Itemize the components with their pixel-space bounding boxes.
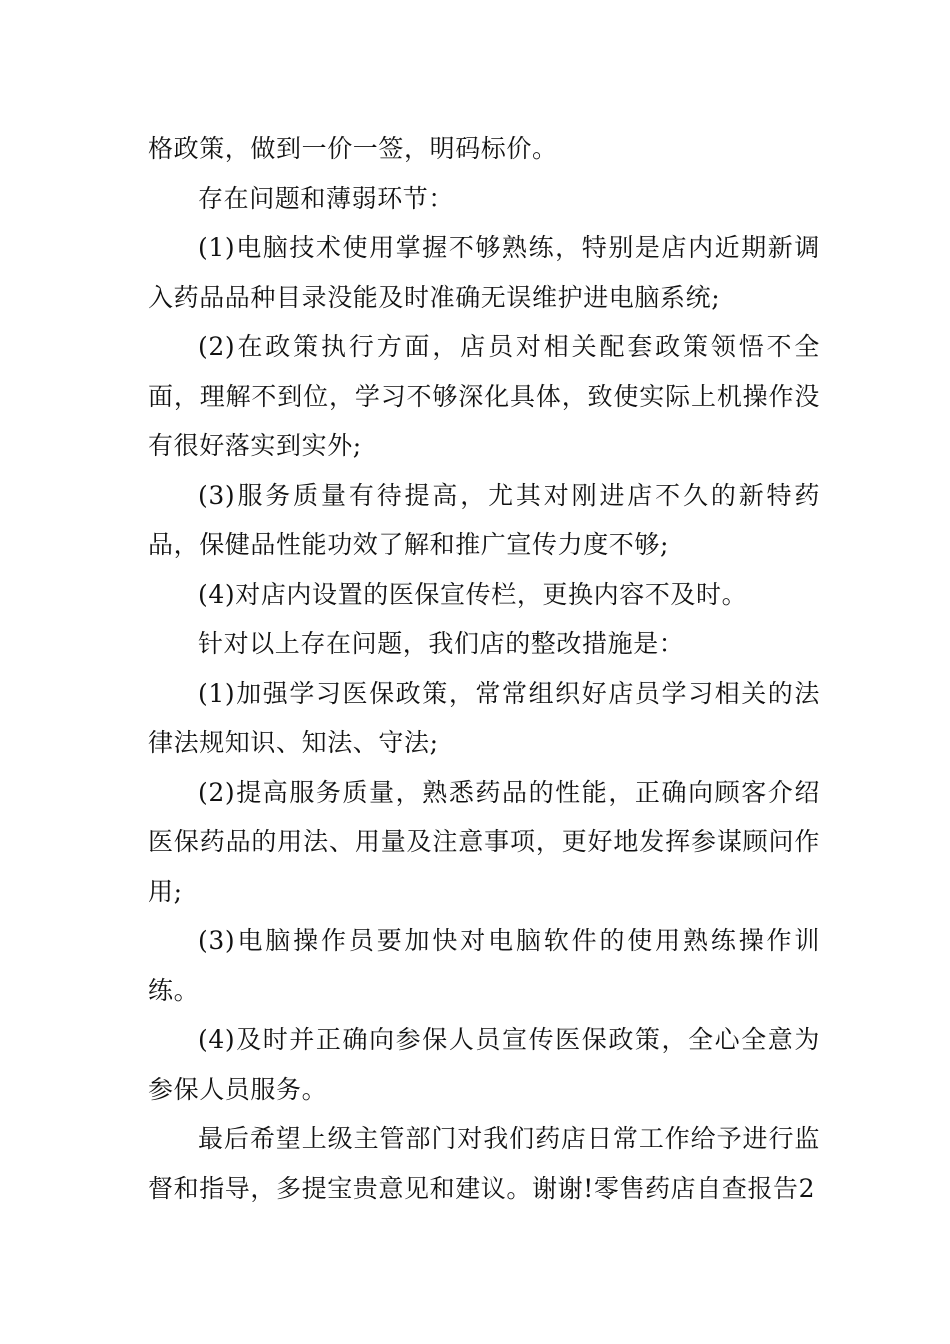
paragraph-9: (2)提高服务质量，熟悉药品的性能，正确向顾客介绍医保药品的用法、用量及注意事项，更好地发挥参谋顾问作用; (148, 777, 820, 906)
paragraph-1: 格政策，做到一价一签，明码标价。 (148, 134, 558, 163)
paragraph-2: 存在问题和薄弱环节： (198, 183, 455, 213)
paragraph-12: 最后希望上级主管部门对我们药店日常工作给予进行监督和指导，多提宝贵意见和建议。谢谢!零售药店自查报告2 (148, 1124, 820, 1203)
paragraph-6: (4)对店内设置的医保宣传栏，更换内容不及时。 (198, 579, 748, 609)
paragraph-10: (3)电脑操作员要加快对电脑软件的使用熟练操作训练。 (148, 926, 820, 1005)
document-body (148, 124, 820, 1213)
paragraph-3: (1)电脑技术使用掌握不够熟练，特别是店内近期新调入药品品种目录没能及时准确无误维护进电脑系统; (148, 233, 820, 312)
paragraph-5: (3)服务质量有待提高，尤其对刚进店不久的新特药品，保健品性能功效了解和推广宣传力度不够; (148, 480, 820, 559)
paragraph-4: (2)在政策执行方面，店员对相关配套政策领悟不全面，理解不到位，学习不够深化具体，致使实际上机操作没有很好落实到实外; (148, 332, 820, 460)
paragraph-11: (4)及时并正确向参保人员宣传医保政策，全心全意为参保人员服务。 (148, 1025, 820, 1104)
paragraph-7: 针对以上存在问题，我们店的整改措施是： (198, 629, 685, 658)
paragraph-8: (1)加强学习医保政策，常常组织好店员学习相关的法律法规知识、知法、守法; (148, 678, 820, 757)
